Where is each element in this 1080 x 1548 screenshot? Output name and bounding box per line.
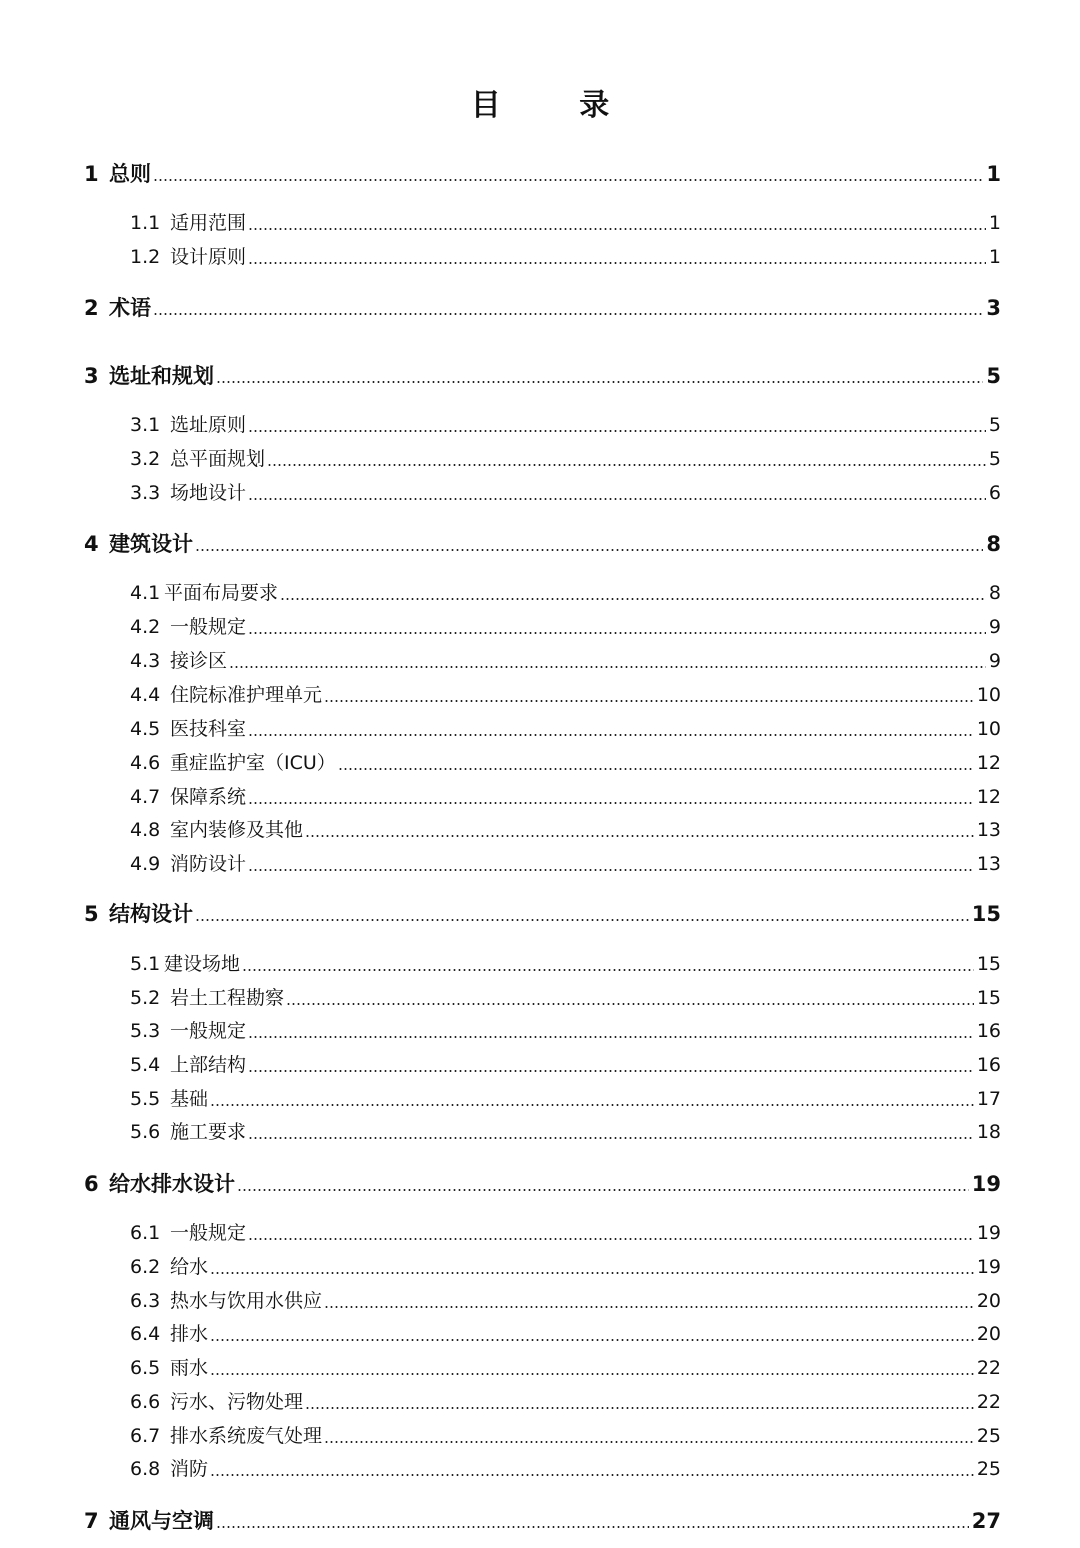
- dot-leader: [248, 498, 986, 500]
- entry-page-number: 19: [971, 1172, 1001, 1196]
- toc-section-entry[interactable]: [0, 479, 1080, 507]
- entry-title: 一般规定: [170, 616, 247, 638]
- entry-number: 3.1: [130, 414, 161, 436]
- entry-number: 4.3: [130, 650, 161, 672]
- dot-leader: [305, 835, 974, 837]
- entry-number: 7: [84, 1509, 99, 1533]
- entry-page-number: 1: [986, 162, 1001, 186]
- entry-page-number: 8: [986, 532, 1001, 556]
- entry-title: 设计原则: [170, 246, 247, 268]
- entry-page-number: 6: [988, 482, 1001, 504]
- entry-page-number: 19: [976, 1222, 1001, 1244]
- entry-title: 一般规定: [170, 1020, 247, 1042]
- entry-page-number: 17: [976, 1088, 1001, 1110]
- toc-section-entry[interactable]: [0, 1051, 1080, 1079]
- entry-number: 5.1: [130, 953, 161, 975]
- entry-title: 住院标准护理单元: [170, 684, 323, 706]
- dot-leader: [248, 1137, 974, 1139]
- dot-leader: [210, 1373, 974, 1375]
- entry-title: 岩土工程勘察: [170, 987, 285, 1009]
- entry-page-number: 16: [976, 1020, 1001, 1042]
- toc-section-entry[interactable]: [0, 1354, 1080, 1382]
- toc-chapter-entry[interactable]: [0, 159, 1080, 189]
- dot-leader: [195, 919, 969, 921]
- entry-page-number: 1: [988, 246, 1001, 268]
- dot-leader: [248, 228, 986, 230]
- entry-page-number: 15: [971, 902, 1001, 926]
- entry-number: 4.7: [130, 786, 161, 808]
- toc-chapter-entry[interactable]: [0, 529, 1080, 559]
- entry-title: 重症监护室（ICU）: [170, 752, 336, 774]
- entry-title: 建筑设计: [109, 532, 193, 556]
- dot-leader: [324, 700, 974, 702]
- dot-leader: [210, 1474, 974, 1476]
- entry-page-number: 16: [976, 1054, 1001, 1076]
- dot-leader: [210, 1104, 974, 1106]
- entry-number: 4.8: [130, 819, 161, 841]
- entry-number: 5.6: [130, 1121, 161, 1143]
- entry-title: 消防: [170, 1458, 209, 1480]
- entry-title: 通风与空调: [109, 1509, 214, 1533]
- dot-leader: [210, 1339, 974, 1341]
- entry-title: 上部结构: [170, 1054, 247, 1076]
- entry-page-number: 20: [976, 1290, 1001, 1312]
- entry-title: 热水与饮用水供应: [170, 1290, 323, 1312]
- entry-number: 3: [84, 364, 99, 388]
- toc-section-entry[interactable]: [0, 816, 1080, 844]
- toc-section-entry[interactable]: [0, 1118, 1080, 1146]
- entry-number: 5.2: [130, 987, 161, 1009]
- entry-title: 医技科室: [170, 718, 247, 740]
- toc-section-entry[interactable]: [0, 681, 1080, 709]
- entry-title: 给水: [170, 1256, 209, 1278]
- entry-page-number: 15: [976, 953, 1001, 975]
- entry-page-number: 12: [976, 752, 1001, 774]
- entry-page-number: 10: [976, 718, 1001, 740]
- entry-title: 室内装修及其他: [170, 819, 304, 841]
- toc-section-entry[interactable]: [0, 1219, 1080, 1247]
- entry-number: 6.8: [130, 1458, 161, 1480]
- toc-section-entry[interactable]: [0, 1085, 1080, 1113]
- entry-number: 6.4: [130, 1323, 161, 1345]
- entry-title: 术语: [109, 296, 151, 320]
- entry-page-number: 25: [976, 1458, 1001, 1480]
- toc-section-entry[interactable]: [0, 783, 1080, 811]
- entry-title: 消防设计: [170, 853, 247, 875]
- entry-title: 污水、污物处理: [170, 1391, 304, 1413]
- toc-chapter-entry[interactable]: [0, 1506, 1080, 1536]
- entry-title: 给水排水设计: [109, 1172, 235, 1196]
- entry-title: 排水: [170, 1323, 209, 1345]
- entry-title: 场地设计: [170, 482, 247, 504]
- toc-section-entry[interactable]: [0, 243, 1080, 271]
- entry-title: 施工要求: [170, 1121, 247, 1143]
- page-title: 目 录: [470, 88, 644, 123]
- entry-title: 适用范围: [170, 212, 247, 234]
- entry-number: 6.7: [130, 1425, 161, 1447]
- entry-page-number: 9: [988, 650, 1001, 672]
- dot-leader: [324, 1306, 974, 1308]
- toc-section-entry[interactable]: [0, 411, 1080, 439]
- dot-leader: [210, 1272, 974, 1274]
- entry-page-number: 3: [986, 296, 1001, 320]
- toc-section-entry[interactable]: [0, 1422, 1080, 1450]
- toc-chapter-entry[interactable]: [0, 899, 1080, 929]
- entry-title: 排水系统废气处理: [170, 1425, 323, 1447]
- entry-page-number: 9: [988, 616, 1001, 638]
- entry-title: 基础: [170, 1088, 209, 1110]
- entry-number: 5.5: [130, 1088, 161, 1110]
- entry-page-number: 15: [976, 987, 1001, 1009]
- entry-number: 5: [84, 902, 99, 926]
- entry-title: 雨水: [170, 1357, 209, 1379]
- entry-page-number: 13: [976, 819, 1001, 841]
- toc-section-entry[interactable]: [0, 1388, 1080, 1416]
- dot-leader: [267, 464, 986, 466]
- entry-number: 4.2: [130, 616, 161, 638]
- toc-section-entry[interactable]: [0, 749, 1080, 777]
- entry-page-number: 20: [976, 1323, 1001, 1345]
- entry-page-number: 13: [976, 853, 1001, 875]
- toc-section-entry[interactable]: [0, 209, 1080, 237]
- entry-title: 总则: [109, 162, 151, 186]
- entry-title: 接诊区: [170, 650, 228, 672]
- toc-section-entry[interactable]: [0, 950, 1080, 978]
- entry-page-number: 18: [976, 1121, 1001, 1143]
- entry-number: 4: [84, 532, 99, 556]
- toc-section-entry[interactable]: [0, 715, 1080, 743]
- entry-page-number: 22: [976, 1357, 1001, 1379]
- entry-title: 选址和规划: [109, 364, 214, 388]
- toc-chapter-entry[interactable]: [0, 361, 1080, 391]
- toc-section-entry[interactable]: [0, 1017, 1080, 1045]
- entry-page-number: 12: [976, 786, 1001, 808]
- toc-section-entry[interactable]: [0, 445, 1080, 473]
- entry-title: 总平面规划: [170, 448, 266, 470]
- dot-leader: [286, 1003, 974, 1005]
- entry-title: 保障系统: [170, 786, 247, 808]
- entry-title: 选址原则: [170, 414, 247, 436]
- entry-title: 建设场地: [164, 953, 241, 975]
- dot-leader: [248, 869, 974, 871]
- entry-number: 1.1: [130, 212, 161, 234]
- entry-number: 6.1: [130, 1222, 161, 1244]
- entry-page-number: 5: [988, 448, 1001, 470]
- entry-page-number: 19: [976, 1256, 1001, 1278]
- entry-number: 4.1: [130, 582, 161, 604]
- entry-title: 结构设计: [109, 902, 193, 926]
- entry-number: 4.9: [130, 853, 161, 875]
- entry-page-number: 27: [971, 1509, 1001, 1533]
- toc-section-entry[interactable]: [0, 1287, 1080, 1315]
- entry-page-number: 5: [988, 414, 1001, 436]
- dot-leader: [324, 1441, 974, 1443]
- toc-section-entry[interactable]: [0, 579, 1080, 607]
- entry-number: 6.3: [130, 1290, 161, 1312]
- dot-leader: [153, 313, 983, 315]
- toc-chapter-entry[interactable]: [0, 1169, 1080, 1199]
- entry-number: 6.6: [130, 1391, 161, 1413]
- dot-leader: [216, 1526, 969, 1528]
- entry-page-number: 10: [976, 684, 1001, 706]
- entry-number: 6: [84, 1172, 99, 1196]
- entry-number: 1: [84, 162, 99, 186]
- toc-section-entry[interactable]: [0, 1455, 1080, 1483]
- entry-number: 2: [84, 296, 99, 320]
- toc-section-entry[interactable]: [0, 984, 1080, 1012]
- entry-number: 4.6: [130, 752, 161, 774]
- dot-leader: [248, 262, 986, 264]
- entry-number: 3.3: [130, 482, 161, 504]
- toc-section-entry[interactable]: [0, 613, 1080, 641]
- entry-number: 4.5: [130, 718, 161, 740]
- entry-page-number: 25: [976, 1425, 1001, 1447]
- dot-leader: [195, 549, 983, 551]
- entry-page-number: 1: [988, 212, 1001, 234]
- entry-page-number: 5: [986, 364, 1001, 388]
- dot-leader: [338, 768, 974, 770]
- entry-title: 一般规定: [170, 1222, 247, 1244]
- dot-leader: [248, 430, 986, 432]
- entry-page-number: 22: [976, 1391, 1001, 1413]
- entry-page-number: 8: [988, 582, 1001, 604]
- toc-section-entry[interactable]: [0, 647, 1080, 675]
- entry-number: 6.5: [130, 1357, 161, 1379]
- dot-leader: [153, 179, 983, 181]
- dot-leader: [248, 734, 974, 736]
- entry-number: 4.4: [130, 684, 161, 706]
- dot-leader: [216, 381, 983, 383]
- dot-leader: [248, 632, 986, 634]
- entry-number: 1.2: [130, 246, 161, 268]
- toc-section-entry[interactable]: [0, 850, 1080, 878]
- dot-leader: [229, 666, 986, 668]
- dot-leader: [248, 1238, 974, 1240]
- toc-section-entry[interactable]: [0, 1253, 1080, 1281]
- entry-title: 平面布局要求: [164, 582, 279, 604]
- dot-leader: [248, 1070, 974, 1072]
- dot-leader: [242, 969, 974, 971]
- toc-chapter-entry[interactable]: [0, 293, 1080, 323]
- entry-number: 6.2: [130, 1256, 161, 1278]
- entry-number: 5.4: [130, 1054, 161, 1076]
- dot-leader: [248, 802, 974, 804]
- entry-number: 5.3: [130, 1020, 161, 1042]
- dot-leader: [305, 1407, 974, 1409]
- dot-leader: [248, 1036, 974, 1038]
- entry-number: 3.2: [130, 448, 161, 470]
- dot-leader: [237, 1189, 969, 1191]
- toc-section-entry[interactable]: [0, 1320, 1080, 1348]
- dot-leader: [280, 598, 986, 600]
